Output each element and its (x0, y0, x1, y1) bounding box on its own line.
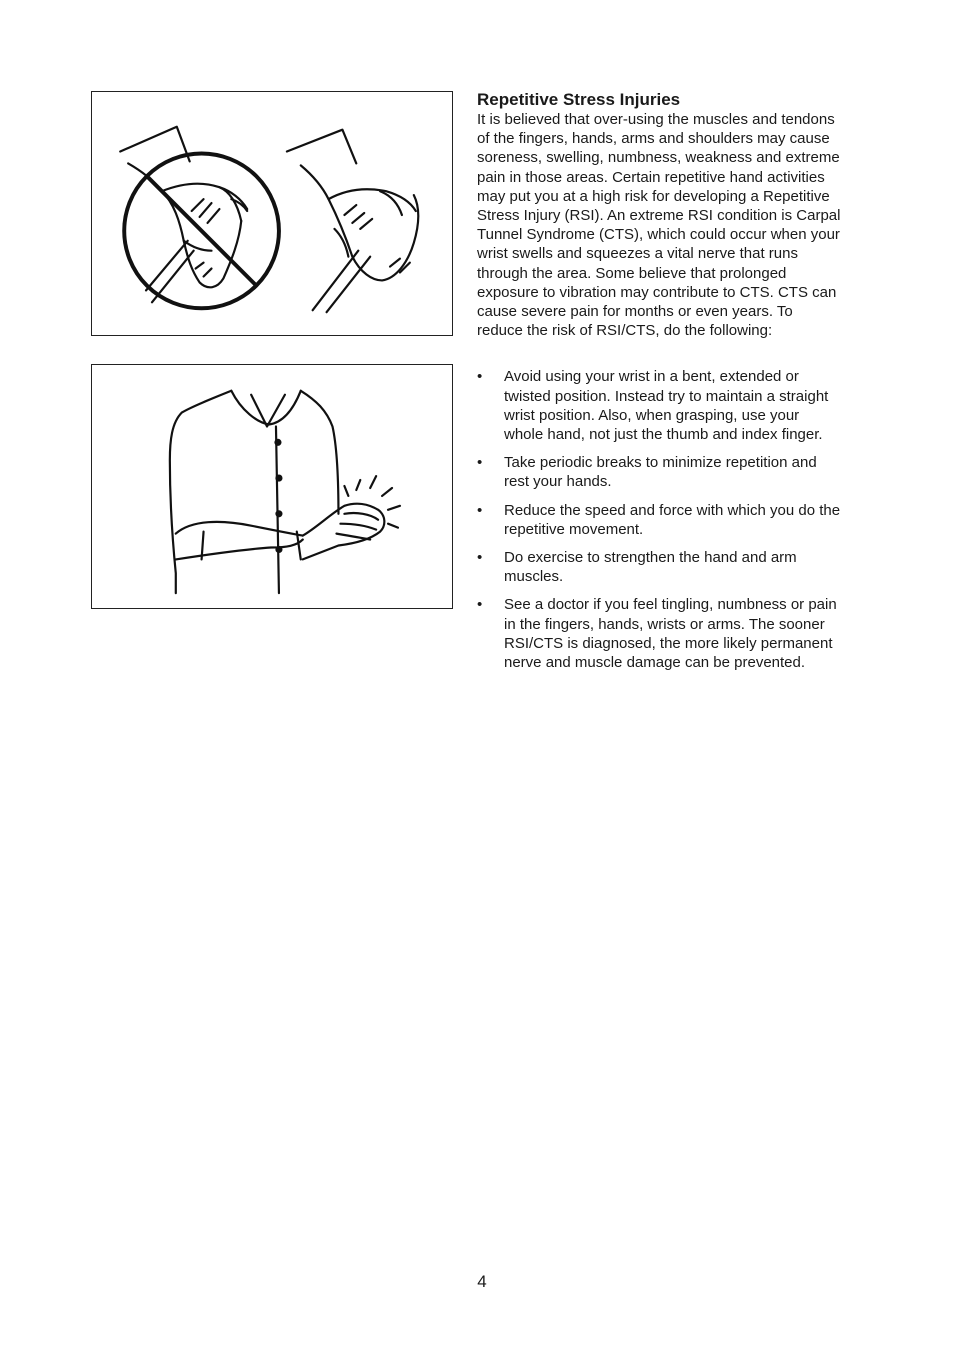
article (477, 89, 842, 681)
list-item (477, 595, 842, 672)
bent-vs-straight-wrist-drawing (92, 92, 452, 335)
intro-paragraph: It is believed that over-using the muscles and tendons of the fingers, hands, arms and shoulders may cause soreness, swelling, numbness, weakness and extreme pain in those areas. Certain repetitive hand activities may put you at a high risk for developing a Repetitive Stress Injury (RSI). An extreme RSI condition is Carpal Tunnel Syndrome (CTS), which could occur when your wrist swells and squeezes a vital nerve that runs through the area. Some believe that prolonged exposure to vibration may contribute to CTS. CTS can cause severe pain for months or even years. To reduce the risk of RSI/CTS, do the following: (477, 111, 841, 340)
shirt-button-icon (275, 440, 280, 445)
straight-wrist-hand-icon (287, 130, 418, 312)
section-heading: Repetitive Stress Injuries (477, 90, 681, 109)
list-item (477, 367, 842, 444)
pain-mark-icon (356, 480, 360, 490)
list-item-text: Do exercise to strengthen the hand and arm muscles. (504, 549, 797, 586)
bullet-icon: • (477, 549, 483, 567)
list-item (477, 501, 842, 539)
hand-rubbing-wrist-icon (303, 504, 385, 560)
shirt-outline (170, 391, 231, 593)
left-arm (176, 522, 303, 536)
person-rubbing-wrist-drawing (92, 365, 452, 608)
page-number: 4 (477, 1272, 487, 1291)
list-item-text: Take periodic breaks to minimize repetition and rest your hands. (504, 454, 817, 491)
wrist-position-figure (91, 91, 453, 336)
wrist-pain-figure (91, 364, 453, 609)
bullet-icon: • (477, 596, 483, 614)
list-item-text: Reduce the speed and force with which you do the repetitive movement. (504, 501, 841, 538)
shirt-placket (276, 426, 279, 593)
bullet-icon: • (477, 368, 483, 386)
bullet-icon: • (477, 501, 483, 519)
list-item (477, 453, 842, 491)
list-item-text: See a doctor if you feel tingling, numbness or pain in the fingers, hands, wrists or arms. The sooner RSI/CTS is diagnosed, the more likely permanent nerve and muscle damage can be prevented. (504, 596, 837, 672)
bullet-icon: • (477, 454, 483, 472)
shirt-collar (231, 391, 300, 425)
list-item-text: Avoid using your wrist in a bent, extended or twisted position. Instead try to maintain a straight wrist position. Also, when grasping, use your whole hand, not just the thumb and index finger. (504, 368, 829, 444)
list-item (477, 548, 842, 586)
recommendations-list (477, 367, 842, 672)
